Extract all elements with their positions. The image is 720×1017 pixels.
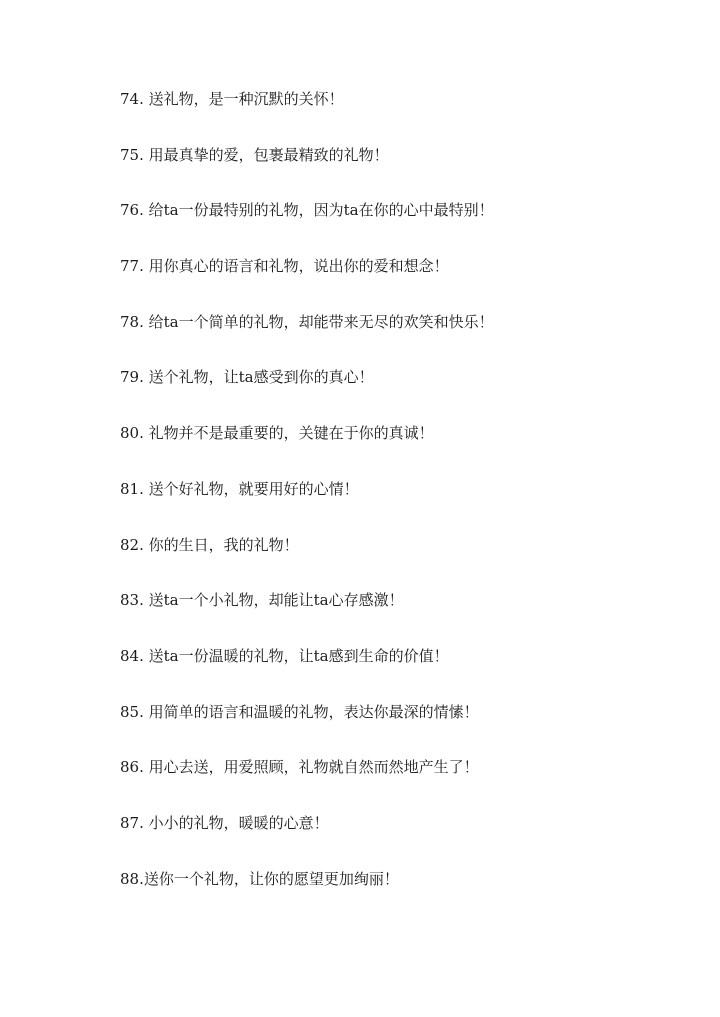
list-item: 87. 小小的礼物，暖暖的心意！ [120, 813, 329, 832]
list-item: 77. 用你真心的语言和礼物，说出你的爱和想念！ [120, 257, 449, 276]
list-item: 82. 你的生日，我的礼物！ [120, 535, 299, 554]
list-item: 74. 送礼物，是一种沉默的关怀！ [120, 90, 344, 108]
list-item: 80. 礼物并不是最重要的，关键在于你的真诚！ [120, 424, 434, 443]
list-item: 81. 送个好礼物，就要用好的心情！ [120, 479, 359, 498]
list-item: 75. 用最真挚的爱，包裹最精致的礼物！ [120, 145, 389, 164]
list-item: 84. 送ta一份温暖的礼物，让ta感到生命的价值！ [120, 646, 449, 665]
list-item: 78. 给ta一个简单的礼物，却能带来无尽的欢笑和快乐！ [120, 312, 494, 331]
list-item: 83. 送ta一个小礼物，却能让ta心存感激！ [120, 591, 404, 610]
list-item: 79. 送个礼物，让ta感受到你的真心！ [120, 368, 374, 387]
list-item: 85. 用简单的语言和温暖的礼物，表达你最深的情愫！ [120, 702, 479, 721]
blessing-list [120, 86, 494, 921]
list-item: 76. 给ta一份最特别的礼物，因为ta在你的心中最特别！ [120, 201, 494, 220]
list-item: 88.送你一个礼物，让你的愿望更加绚丽！ [120, 869, 399, 888]
list-item: 86. 用心去送，用爱照顾，礼物就自然而然地产生了！ [120, 758, 479, 777]
